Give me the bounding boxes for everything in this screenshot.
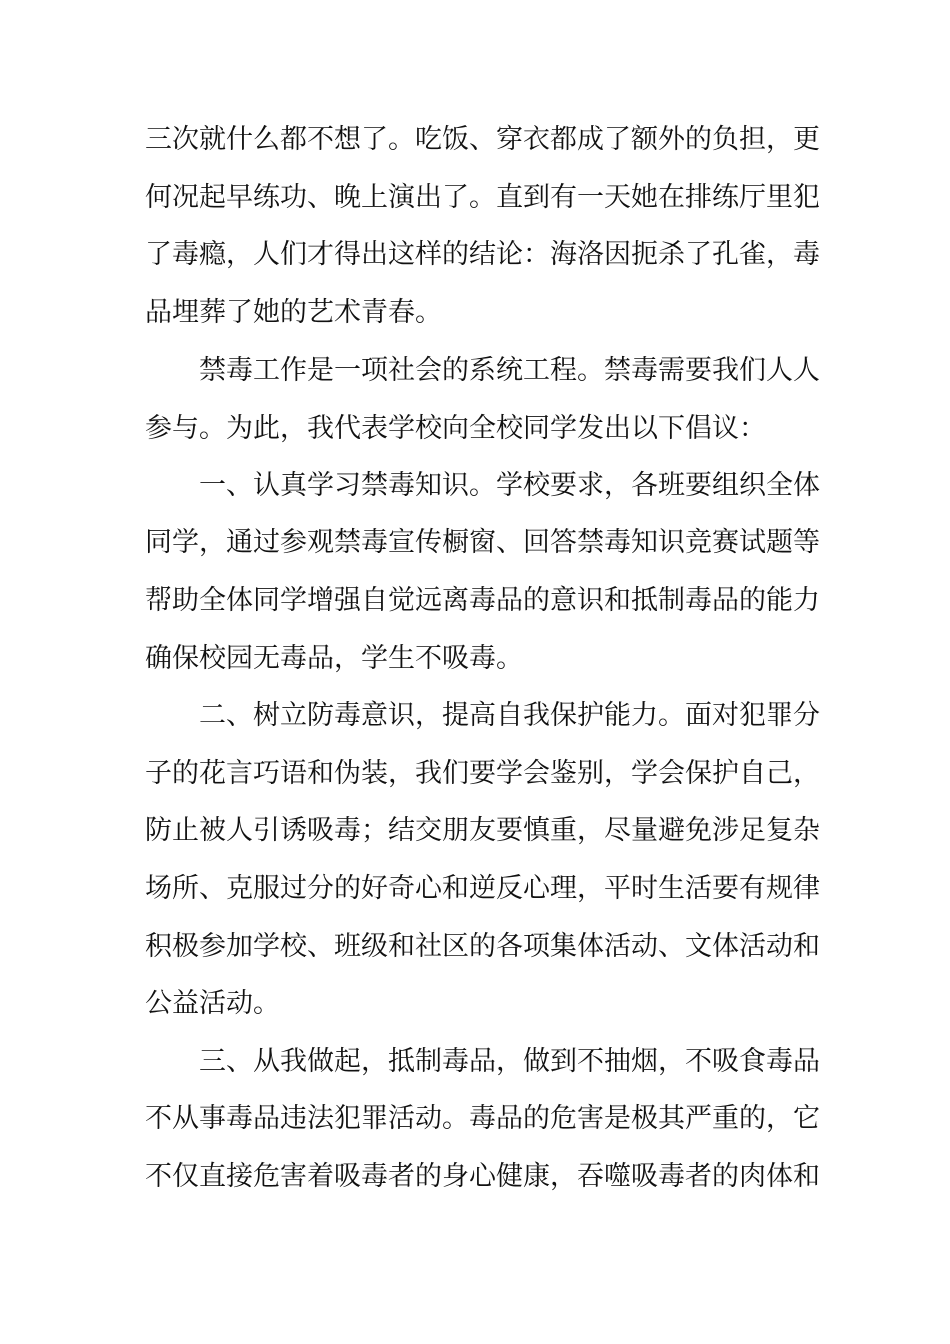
text-line: 一、认真学习禁毒知识。学校要求，各班要组织全体 bbox=[199, 470, 820, 501]
text-line: 三、从我做起，抵制毒品，做到不抽烟，不吸食毒品 bbox=[199, 1046, 820, 1077]
text-line: 确保校园无毒品，学生不吸毒。 bbox=[145, 643, 523, 674]
text-line: 帮助全体同学增强自觉远离毒品的意识和抵制毒品的能力 bbox=[145, 585, 820, 616]
text-line: 同学，通过参观禁毒宣传橱窗、回答禁毒知识竞赛试题等 bbox=[145, 527, 820, 558]
text-line: 三次就什么都不想了。吃饭、穿衣都成了额外的负担，更 bbox=[145, 124, 820, 155]
text-line: 公益活动。 bbox=[145, 988, 280, 1019]
text-line: 二、树立防毒意识，提高自我保护能力。面对犯罪分 bbox=[199, 700, 820, 731]
text-line: 防止被人引诱吸毒；结交朋友要慎重，尽量避免涉足复杂 bbox=[145, 815, 820, 846]
text-line: 不仅直接危害着吸毒者的身心健康，吞噬吸毒者的肉体和 bbox=[145, 1161, 820, 1192]
text-line: 了毒瘾，人们才得出这样的结论：海洛因扼杀了孔雀，毒 bbox=[145, 239, 820, 270]
text-line: 参与。为此，我代表学校向全校同学发出以下倡议： bbox=[145, 413, 766, 444]
text-line: 品埋葬了她的艺术青春。 bbox=[145, 297, 442, 328]
text-line: 子的花言巧语和伪装，我们要学会鉴别，学会保护自己， bbox=[145, 758, 820, 789]
text-line: 何况起早练功、晚上演出了。直到有一天她在排练厅里犯 bbox=[145, 182, 820, 213]
text-line: 不从事毒品违法犯罪活动。毒品的危害是极其严重的，它 bbox=[145, 1103, 820, 1134]
text-line: 积极参加学校、班级和社区的各项集体活动、文体活动和 bbox=[145, 931, 820, 962]
text-line: 禁毒工作是一项社会的系统工程。禁毒需要我们人人 bbox=[199, 355, 820, 386]
text-line: 场所、克服过分的好奇心和逆反心理，平时生活要有规律 bbox=[145, 873, 820, 904]
